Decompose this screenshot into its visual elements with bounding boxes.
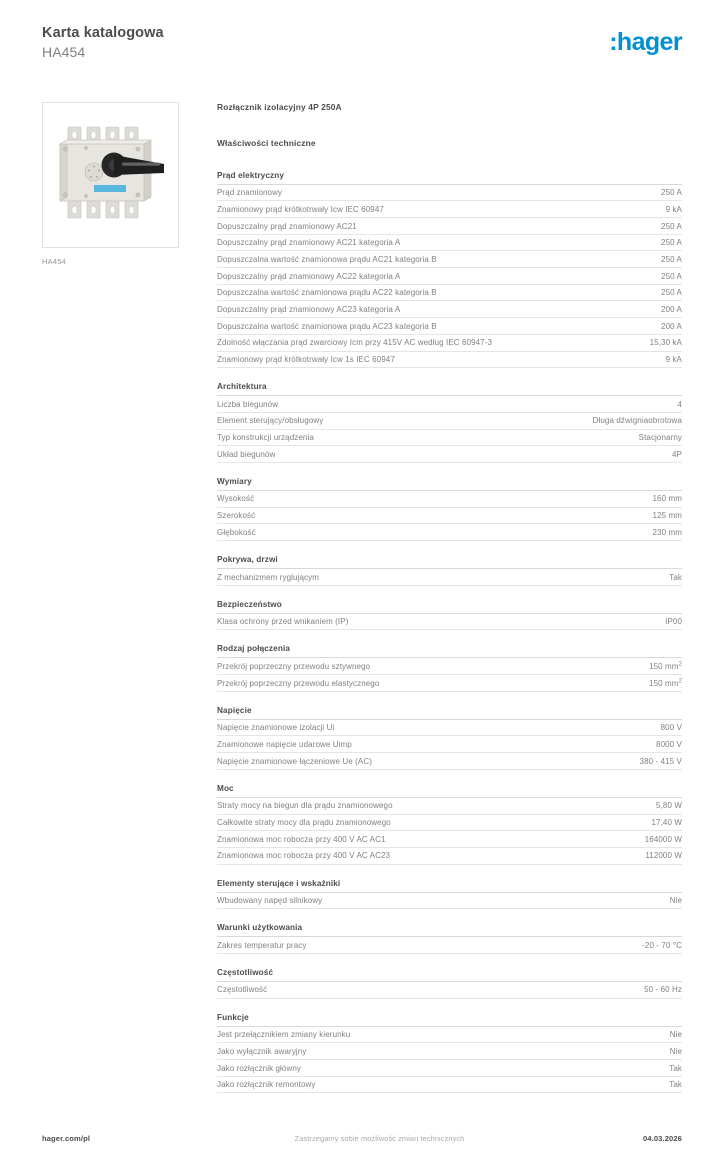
spec-row	[217, 301, 682, 318]
spec-row	[217, 235, 682, 252]
spec-value: 250 A	[661, 288, 682, 298]
spec-row	[217, 614, 682, 631]
spec-row	[217, 1077, 682, 1094]
spec-row	[217, 430, 682, 447]
spec-row	[217, 569, 682, 586]
spec-label: Znamionowa moc robocza przy 400 V AC AC1	[217, 834, 386, 844]
spec-row	[217, 446, 682, 463]
spec-value: Długa dźwigniaobrotowa	[592, 416, 682, 426]
spec-section-title: Prąd elektryczny	[217, 171, 682, 185]
spec-row	[217, 352, 682, 369]
spec-label: Znamionowa moc robocza przy 400 V AC AC23	[217, 851, 391, 861]
spec-label: Napięcie znamionowe łączeniowe Ue (AC)	[217, 756, 372, 766]
spec-section-title: Warunki użytkowania	[217, 923, 682, 937]
spec-row	[217, 251, 682, 268]
spec-row	[217, 201, 682, 218]
spec-section-title: Rodzaj połączenia	[217, 644, 682, 658]
spec-row	[217, 893, 682, 910]
spec-value: 17,40 W	[651, 818, 682, 827]
spec-label: Jest przełącznikiem zmiany kierunku	[217, 1030, 351, 1040]
spec-section-title: Bezpieczeństwo	[217, 600, 682, 614]
spec-section	[217, 644, 682, 691]
spec-label: Liczba biegunów	[217, 399, 279, 409]
spec-label: Przekrój poprzeczny przewodu sztywnego	[217, 661, 371, 671]
spec-label: Wbudowany napęd silnikowy	[217, 896, 323, 906]
spec-section	[217, 706, 682, 770]
spec-label: Jako wyłącznik awaryjny	[217, 1046, 307, 1056]
spec-value: 250 A	[661, 271, 682, 281]
spec-section	[217, 1013, 682, 1094]
spec-section	[217, 171, 682, 369]
page-footer	[42, 1123, 682, 1159]
product-image-frame	[42, 102, 179, 248]
spec-row	[217, 318, 682, 335]
spec-value: 9 kA	[665, 355, 682, 364]
spec-value: Nie	[669, 896, 682, 906]
spec-row	[217, 185, 682, 202]
spec-row	[217, 675, 682, 692]
spec-label: Wysokość	[217, 494, 255, 504]
spec-value: Tak	[669, 1080, 682, 1090]
spec-value: 150 $mm^2$	[649, 677, 682, 688]
spec-label: Szerokość	[217, 511, 256, 521]
footer-date: 04.03.2026	[642, 1134, 682, 1144]
spec-value: 4	[677, 399, 682, 409]
spec-label: Dopuszczalna wartość znamionowa prądu AC23 kategoria B	[217, 321, 437, 331]
spec-value: 164000 W	[644, 834, 682, 844]
spec-label: Jako rozłącznik główny	[217, 1063, 302, 1073]
spec-section-title: Pokrywa, drzwi	[217, 555, 682, 569]
spec-label: Dopuszczalny prąd znamionowy AC21	[217, 221, 357, 231]
spec-label: Zakres temperatur pracy	[217, 940, 307, 950]
spec-section-title: Elementy sterujące i wskaźniki	[217, 879, 682, 893]
spec-value: 9 kA	[665, 204, 682, 214]
spec-value: 250 A	[661, 221, 682, 231]
page-title: Karta katalogowa	[42, 25, 164, 41]
spec-row	[217, 268, 682, 285]
spec-value: Tak	[669, 572, 682, 582]
spec-row	[217, 335, 682, 352]
spec-value: Nie	[669, 1030, 682, 1040]
spec-section	[217, 477, 682, 541]
spec-label: Znamionowy prąd krótkotrwały Icw 1s IEC 60947	[217, 355, 395, 364]
spec-row	[217, 848, 682, 865]
spec-row	[217, 508, 682, 525]
spec-label: Znamionowy prąd krótkotrwały Icw IEC 60947	[217, 204, 384, 214]
spec-value: 150 $mm^2$	[649, 661, 682, 671]
specifications-column	[179, 102, 682, 1108]
spec-row	[217, 720, 682, 737]
spec-section-title: Moc	[217, 784, 682, 798]
spec-label: Prąd znamionowy	[217, 188, 283, 198]
spec-label: Dopuszczalny prąd znamionowy AC21 kategoria A	[217, 238, 401, 248]
spec-value: 15,30 kA	[649, 338, 682, 348]
spec-row	[217, 491, 682, 508]
spec-section	[217, 923, 682, 954]
product-reference: HA454	[42, 44, 86, 61]
spec-label: Z mechanizmem ryglującym	[217, 572, 319, 582]
spec-row	[217, 815, 682, 832]
spec-row	[217, 1060, 682, 1077]
spec-section	[217, 555, 682, 586]
spec-value: 4P	[672, 449, 682, 459]
spec-value: 200 A	[661, 321, 682, 331]
spec-value: Tak	[669, 1063, 682, 1073]
spec-section	[217, 382, 682, 463]
spec-label: Jako rozłącznik remontowy	[217, 1080, 316, 1090]
spec-row	[217, 798, 682, 815]
spec-value: IP00	[665, 617, 682, 627]
document-title-block	[42, 24, 164, 62]
spec-label: Napięcie znamionowe izolacji Ui	[217, 723, 335, 733]
spec-section	[217, 784, 682, 865]
spec-value: 112000 W	[645, 851, 682, 861]
spec-row	[217, 753, 682, 770]
spec-value: 200 A	[661, 304, 682, 314]
technical-properties-heading: Właściwości techniczne	[217, 137, 316, 148]
spec-value: 8000 V	[656, 739, 682, 749]
page-header	[42, 0, 682, 62]
spec-value: 5,80 W	[656, 801, 682, 811]
spec-label: Znamionowe napięcie udarowe Uimp	[217, 739, 352, 749]
spec-label: Dopuszczalna wartość znamionowa prądu AC22 kategoria B	[217, 288, 437, 298]
spec-value: 250 A	[661, 188, 682, 198]
spec-value: 125 mm	[652, 511, 682, 521]
spec-value: Stacjonarny	[638, 433, 682, 443]
spec-label: Głębokość	[217, 527, 256, 537]
spec-row	[217, 937, 682, 954]
spec-label: Element sterujący/obsługowy	[217, 416, 324, 426]
spec-row	[217, 982, 682, 999]
spec-value: Nie	[669, 1046, 682, 1056]
spec-row	[217, 396, 682, 413]
spec-row	[217, 285, 682, 302]
product-name: Rozłącznik izolacyjny 4P 250A	[217, 101, 342, 112]
spec-sections	[217, 171, 682, 1094]
spec-section-title: Częstotliwość	[217, 968, 682, 982]
spec-section-title: Architektura	[217, 382, 682, 396]
spec-label: Typ konstrukcji urządzenia	[217, 433, 314, 443]
page-content	[42, 81, 682, 1108]
spec-row	[217, 736, 682, 753]
spec-label: Zdolność włączania prąd zwarciowy Icm przy 415V AC według IEC 60947-3	[217, 338, 493, 348]
spec-label: Przekrój poprzeczny przewodu elastycznego	[217, 678, 380, 688]
spec-label: Klasa ochrony przed wnikaniem (IP)	[217, 617, 349, 627]
spec-label: Dopuszczalna wartość znamionowa prądu AC21 kategoria B	[217, 254, 437, 264]
spec-section	[217, 600, 682, 631]
spec-row	[217, 831, 682, 848]
spec-section	[217, 879, 682, 910]
spec-row	[217, 524, 682, 541]
hager-logo: :hager	[609, 28, 682, 56]
spec-row	[217, 1027, 682, 1044]
spec-value: 160 mm	[652, 494, 682, 504]
spec-section-title: Napięcie	[217, 706, 682, 720]
spec-section-title: Funkcje	[217, 1013, 682, 1027]
spec-value: -20 - 70 °C	[642, 940, 682, 950]
spec-label: Układ biegunów	[217, 449, 276, 459]
spec-label: Całkowite straty mocy dla prądu znamionowego	[217, 818, 391, 827]
spec-row	[217, 413, 682, 430]
footer-website[interactable]: hager.com/pl	[42, 1134, 91, 1144]
spec-label: Dopuszczalny prąd znamionowy AC23 kategoria A	[217, 304, 401, 314]
load-break-switch-photo	[48, 115, 173, 235]
spec-value: 380 - 415 V	[639, 756, 682, 766]
spec-row	[217, 218, 682, 235]
spec-label: Dopuszczalny prąd znamionowy AC22 kategoria A	[217, 271, 401, 281]
product-image-caption: HA454	[42, 256, 66, 266]
spec-label: Częstotliwość	[217, 985, 268, 995]
spec-label: Straty mocy na biegun dla prądu znamionowego	[217, 801, 393, 811]
product-image-column	[42, 102, 179, 266]
spec-value: 230 mm	[652, 527, 682, 537]
spec-value: 50 - 60 Hz	[644, 985, 682, 995]
spec-value: 800 V	[660, 723, 682, 733]
spec-row	[217, 1043, 682, 1060]
spec-row	[217, 658, 682, 675]
spec-value: 250 A	[661, 238, 682, 248]
spec-section-title: Wymiary	[217, 477, 682, 491]
spec-value: 250 A	[661, 254, 682, 264]
footer-disclaimer: Zastrzegamy sobie możliwość zmian technicznych	[294, 1134, 465, 1144]
spec-section	[217, 968, 682, 999]
